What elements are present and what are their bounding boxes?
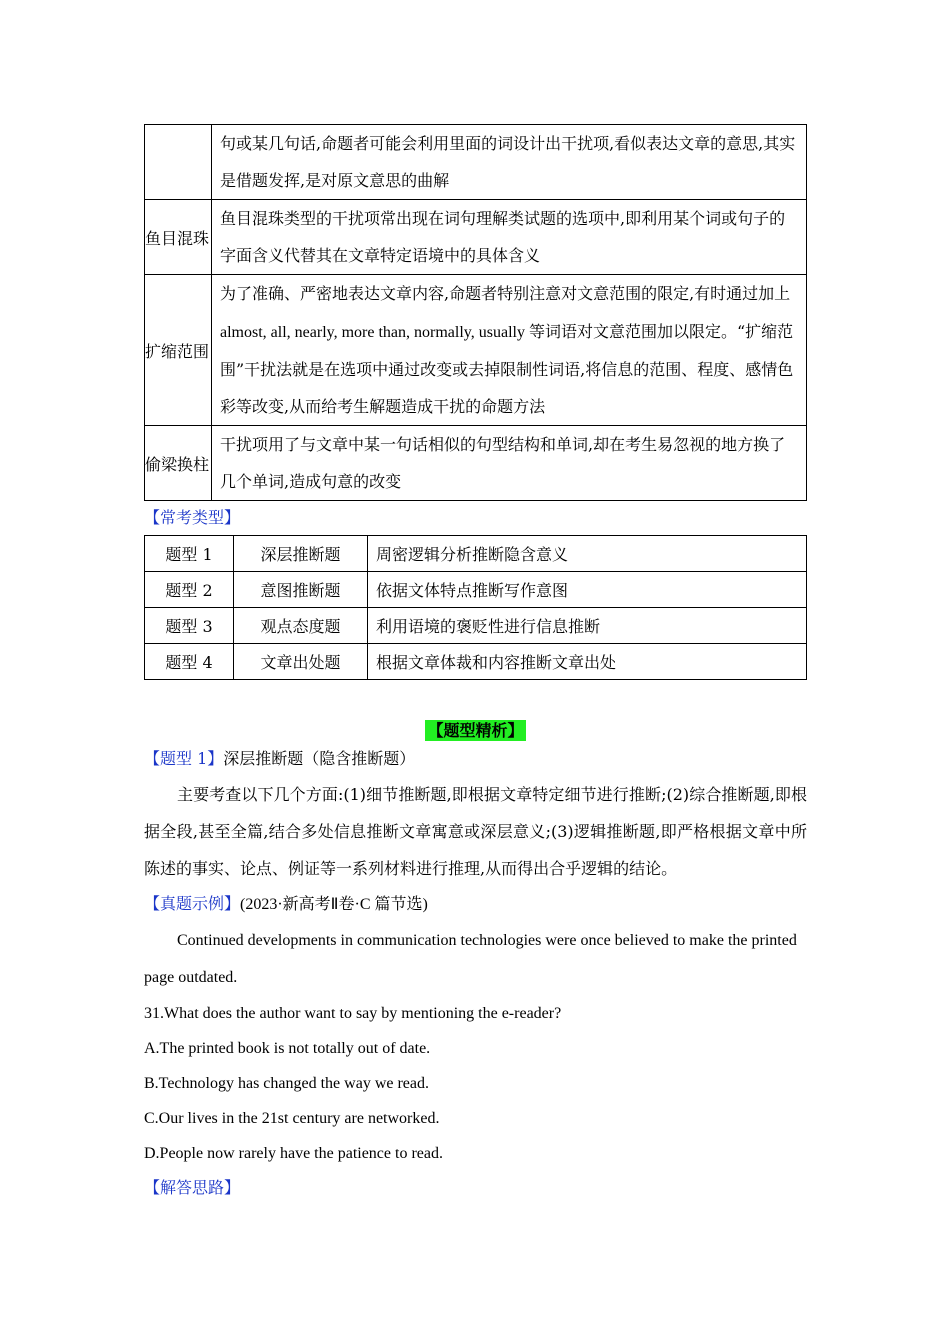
type-description: 周密逻辑分析推断隐含意义 [368,536,807,572]
passage-excerpt: Continued developments in communication technologies were once believed to make the printed page outdated. [144,932,797,986]
desc-text: 等词语对文意范围加以限定。“扩缩范围”干扰法就是在选项中通过改变或去掉限制性词语,将信息的范围、程度、感情色彩等改变,从而给考生解题造成干扰的命题方法 [220,322,794,416]
option-b: B.Technology has changed the way we read. [144,1075,429,1092]
desc-text: 为了准确、严密地表达文章内容,命题者特别注意对文意范围的限定,有时通过加上 [220,284,791,303]
type-number: 题型 1 [145,536,234,572]
option-a: A.The printed book is not totally out of date. [144,1040,431,1057]
type-name: 文章出处题 [234,644,368,680]
type-number: 题型 4 [145,644,234,680]
table-row [145,426,807,501]
intro-paragraph: 主要考查以下几个方面:(1)细节推断题,即根据文章特定细节进行推断;(2)综合推断题,即根据全段,甚至全篇,结合多处信息推断文章寓意或深层意义;(3)逻辑推断题,即严格根据文章中所陈述的事实、论点、例证等一系列材料进行推理,从而得出合乎逻辑的结论。 [144,785,807,878]
option-d: D.People now rarely have the patience to read. [144,1145,443,1162]
section-banner-wrap [144,718,807,740]
table-row [145,200,807,275]
row-description: 干扰项用了与文章中某一句话相似的句型结构和单词,却在考生易忽视的地方换了几个单词,造成句意的改变 [212,426,807,501]
question-text: 31.What does the author want to say by mentioning the e-reader? [144,1005,562,1022]
table-row [145,608,807,644]
answer-heading: 【解答思路】 [144,1178,241,1197]
row-label [145,125,212,200]
type1-bracket: 【题型 1】 [144,749,224,768]
type1-heading [144,744,807,774]
distractor-types-table [144,124,807,501]
table-row [145,572,807,608]
example-bracket: 【真题示例】 [144,894,241,913]
row-label: 扩缩范围 [145,275,212,426]
type-number: 题型 3 [145,608,234,644]
type-name: 观点态度题 [234,608,368,644]
type-description: 根据文章体裁和内容推断文章出处 [368,644,807,680]
type1-title: 深层推断题（隐含推断题） [223,749,416,768]
row-label: 鱼目混珠 [145,200,212,275]
table-row [145,125,807,200]
row-label: 偷梁换柱 [145,426,212,501]
option-c: C.Our lives in the 21st century are networked. [144,1110,440,1127]
common-types-table [144,535,807,680]
section-banner: 【题型精析】 [427,721,524,740]
type-description: 利用语境的褒贬性进行信息推断 [368,608,807,644]
row-description: 鱼目混珠类型的干扰项常出现在词句理解类试题的选项中,即利用某个词或句子的字面含义代替其在文章特定语境中的具体含义 [212,200,807,275]
table-row [145,275,807,426]
example-heading [144,889,807,920]
table-row [145,536,807,572]
row-description [212,275,807,426]
table-row [145,644,807,680]
type-name: 深层推断题 [234,536,368,572]
type-number: 题型 2 [145,572,234,608]
type-description: 依据文体特点推断写作意图 [368,572,807,608]
row-description: 句或某几句话,命题者可能会利用里面的词设计出干扰项,看似表达文章的意思,其实是借题发挥,是对原文意思的曲解 [212,125,807,200]
document-page [144,124,807,1205]
desc-english-words: almost, all, nearly, more than, normally, usually [220,324,529,341]
example-source: (2023·新高考Ⅱ卷·C 篇节选) [240,896,428,913]
common-types-heading: 【常考类型】 [144,508,241,527]
type-name: 意图推断题 [234,572,368,608]
